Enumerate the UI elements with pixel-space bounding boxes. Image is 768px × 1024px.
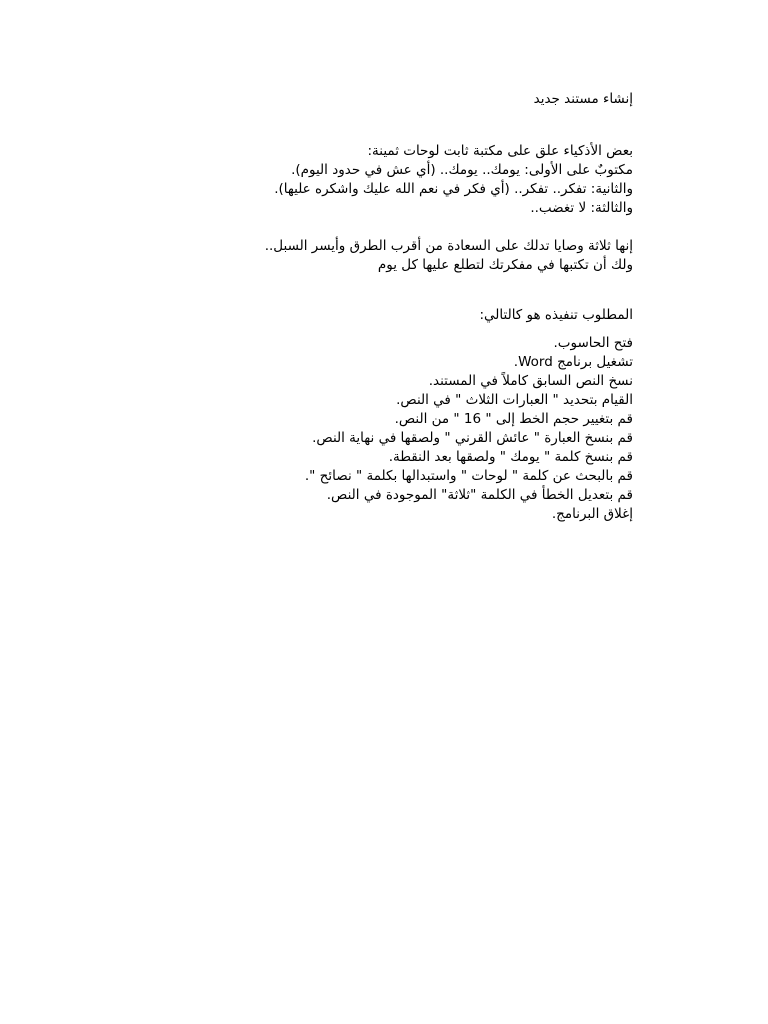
step-item: القيام بتحديد " العبارات الثلاث " في النص. <box>396 392 633 408</box>
step-item: تشغيل برنامج Word. <box>513 354 633 370</box>
step-item: فتح الحاسوب. <box>553 335 633 351</box>
paragraph-spacer <box>193 275 633 306</box>
step-item: قم بتعديل الخطأ في الكلمة "ثلاثة" الموجودة في النص. <box>326 487 633 503</box>
step-item: قم بنسخ كلمة " يومك " ولصقها بعد النقطة. <box>388 449 633 465</box>
advice-line: إنها ثلاثة وصايا تدلك على السعادة من أقرب الطرق وأيسر السبل.. <box>264 238 633 254</box>
step-item: قم بتغيير حجم الخط إلى " 16 " من النص. <box>394 411 633 427</box>
steps-list <box>193 334 633 524</box>
paragraph-spacer <box>193 218 633 237</box>
paragraph-spacer <box>193 325 633 334</box>
advice-paragraph <box>193 237 633 275</box>
intro-line: مكتوبٌ على الأولى: يومك.. يومك.. (أي عش في حدود اليوم). <box>291 162 633 178</box>
step-item: إغلاق البرنامج. <box>551 506 633 522</box>
advice-line: ولك أن تكتبها في مفكرتك لتطلع عليها كل يوم <box>377 257 633 273</box>
step-item: نسخ النص السابق كاملاً في المستند. <box>428 373 633 389</box>
step-item: قم بنسخ العبارة " عائش القرني " ولصقها في نهاية النص. <box>312 430 633 446</box>
intro-line: والثالثة: لا تغضب.. <box>530 200 633 216</box>
document-title: إنشاء مستند جديد <box>533 91 633 107</box>
intro-line: والثانية: تفكر.. تفكر.. (أي فكر في نعم الله عليك واشكره عليها). <box>274 181 633 197</box>
document-body <box>193 90 633 524</box>
intro-line: بعض الأذكياء علق على مكتبة ثابت لوحات ثمينة: <box>367 143 633 159</box>
intro-paragraph <box>193 142 633 218</box>
step-item: قم بالبحث عن كلمة " لوحات " واستبدالها بكلمة " نصائح ". <box>304 468 633 484</box>
requirements-heading: المطلوب تنفيذه هو كالتالي: <box>479 307 633 323</box>
